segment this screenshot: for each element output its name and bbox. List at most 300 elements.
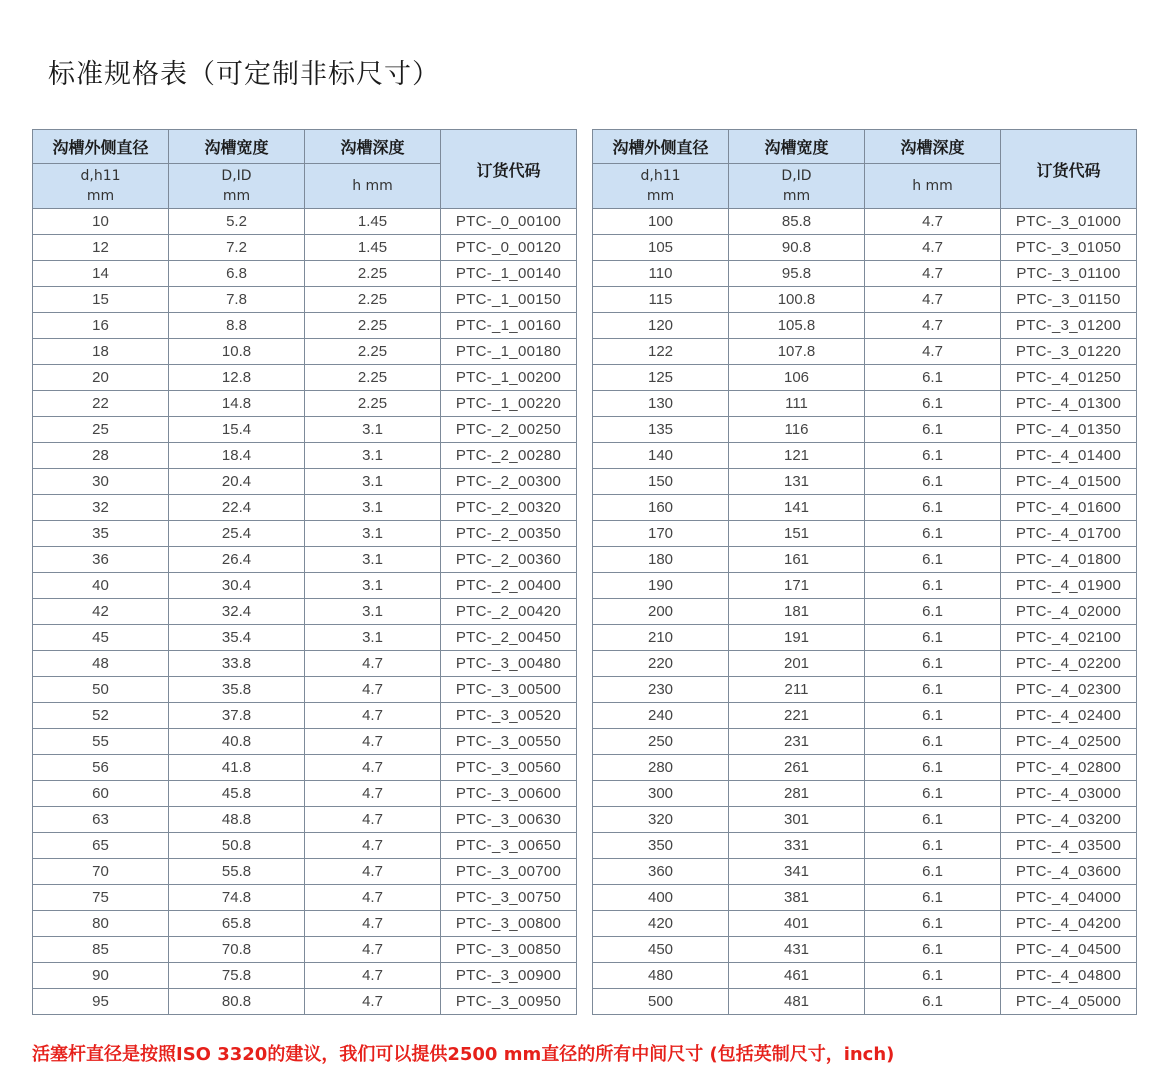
order-code-cell: PTC-_3_00550 [441,729,577,755]
outer-diameter-cell: 22 [33,391,169,417]
outer-diameter-cell: 105 [593,235,729,261]
order-code-cell: PTC-_3_00800 [441,911,577,937]
table-row [33,495,577,521]
header-groove-width: 沟槽宽度 [729,130,865,164]
table-row [33,547,577,573]
groove-depth-cell: 4.7 [305,989,441,1015]
order-code-cell: PTC-_3_00560 [441,755,577,781]
groove-depth-cell: 6.1 [865,365,1001,391]
table-row [593,287,1137,313]
groove-width-cell: 20.4 [169,469,305,495]
header-outer-diameter: 沟槽外侧直径 [593,130,729,164]
table-row [33,443,577,469]
order-code-cell: PTC-_2_00280 [441,443,577,469]
outer-diameter-cell: 350 [593,833,729,859]
outer-diameter-cell: 300 [593,781,729,807]
spec-table-right [592,129,1137,1015]
outer-diameter-cell: 80 [33,911,169,937]
table-row [593,625,1137,651]
groove-width-cell: 37.8 [169,703,305,729]
order-code-cell: PTC-_4_02500 [1001,729,1137,755]
groove-depth-cell: 6.1 [865,443,1001,469]
table-row [33,677,577,703]
groove-width-cell: 33.8 [169,651,305,677]
groove-depth-cell: 3.1 [305,495,441,521]
table-row [33,261,577,287]
groove-width-cell: 131 [729,469,865,495]
table-row [593,313,1137,339]
groove-depth-cell: 2.25 [305,287,441,313]
order-code-cell: PTC-_4_04200 [1001,911,1137,937]
outer-diameter-cell: 240 [593,703,729,729]
table-row [33,235,577,261]
groove-width-cell: 100.8 [729,287,865,313]
outer-diameter-cell: 190 [593,573,729,599]
groove-width-cell: 461 [729,963,865,989]
groove-depth-cell: 2.25 [305,365,441,391]
groove-width-cell: 191 [729,625,865,651]
table-row [33,287,577,313]
groove-width-cell: 381 [729,885,865,911]
order-code-cell: PTC-_1_00160 [441,313,577,339]
groove-depth-cell: 4.7 [305,833,441,859]
order-code-cell: PTC-_3_00480 [441,651,577,677]
outer-diameter-cell: 120 [593,313,729,339]
order-code-cell: PTC-_4_04000 [1001,885,1137,911]
groove-depth-cell: 4.7 [865,235,1001,261]
order-code-cell: PTC-_4_01250 [1001,365,1137,391]
order-code-cell: PTC-_3_01200 [1001,313,1137,339]
table-row [33,833,577,859]
outer-diameter-cell: 420 [593,911,729,937]
groove-width-cell: 141 [729,495,865,521]
table-row [33,989,577,1015]
groove-width-cell: 80.8 [169,989,305,1015]
order-code-cell: PTC-_4_04800 [1001,963,1137,989]
table-row [593,261,1137,287]
table-row [33,209,577,235]
order-code-cell: PTC-_3_01050 [1001,235,1137,261]
order-code-cell: PTC-_4_04500 [1001,937,1137,963]
groove-depth-cell: 6.1 [865,781,1001,807]
groove-width-cell: 301 [729,807,865,833]
table-row [593,547,1137,573]
unit-label: mm [646,188,675,204]
outer-diameter-cell: 18 [33,339,169,365]
outer-diameter-cell: 320 [593,807,729,833]
groove-width-cell: 121 [729,443,865,469]
unit-label: D,ID [221,168,252,184]
table-row [33,651,577,677]
order-code-cell: PTC-_4_03600 [1001,859,1137,885]
outer-diameter-cell: 500 [593,989,729,1015]
outer-diameter-cell: 48 [33,651,169,677]
outer-diameter-cell: 56 [33,755,169,781]
groove-depth-cell: 4.7 [305,859,441,885]
table-row [593,963,1137,989]
groove-width-cell: 90.8 [729,235,865,261]
groove-depth-cell: 2.25 [305,261,441,287]
groove-depth-cell: 6.1 [865,729,1001,755]
order-code-cell: PTC-_2_00360 [441,547,577,573]
table-row [33,729,577,755]
table-row [593,911,1137,937]
groove-width-cell: 14.8 [169,391,305,417]
groove-depth-cell: 6.1 [865,521,1001,547]
outer-diameter-cell: 50 [33,677,169,703]
table-row [593,729,1137,755]
order-code-cell: PTC-_3_01000 [1001,209,1137,235]
order-code-cell: PTC-_3_00520 [441,703,577,729]
header-groove-depth: 沟槽深度 [865,130,1001,164]
groove-width-cell: 201 [729,651,865,677]
order-code-cell: PTC-_0_00100 [441,209,577,235]
order-code-cell: PTC-_3_00600 [441,781,577,807]
outer-diameter-cell: 20 [33,365,169,391]
table-row [593,573,1137,599]
order-code-cell: PTC-_4_02800 [1001,755,1137,781]
order-code-cell: PTC-_4_01350 [1001,417,1137,443]
header-outer-diameter-unit [33,164,169,209]
outer-diameter-cell: 90 [33,963,169,989]
groove-depth-cell: 3.1 [305,599,441,625]
order-code-cell: PTC-_4_02100 [1001,625,1137,651]
table-row [593,599,1137,625]
table-row [593,651,1137,677]
groove-width-cell: 10.8 [169,339,305,365]
order-code-cell: PTC-_3_00900 [441,963,577,989]
outer-diameter-cell: 110 [593,261,729,287]
order-code-cell: PTC-_3_00500 [441,677,577,703]
groove-depth-cell: 6.1 [865,677,1001,703]
groove-depth-cell: 1.45 [305,209,441,235]
order-code-cell: PTC-_4_02000 [1001,599,1137,625]
groove-depth-cell: 2.25 [305,313,441,339]
outer-diameter-cell: 30 [33,469,169,495]
header-groove-width-unit [729,164,865,209]
table-row [33,599,577,625]
groove-width-cell: 30.4 [169,573,305,599]
outer-diameter-cell: 122 [593,339,729,365]
table-row [593,807,1137,833]
groove-width-cell: 32.4 [169,599,305,625]
groove-depth-cell: 4.7 [305,807,441,833]
groove-width-cell: 48.8 [169,807,305,833]
groove-width-cell: 341 [729,859,865,885]
order-code-cell: PTC-_2_00400 [441,573,577,599]
groove-width-cell: 111 [729,391,865,417]
table-row [593,391,1137,417]
table-row [33,573,577,599]
outer-diameter-cell: 15 [33,287,169,313]
order-code-cell: PTC-_2_00300 [441,469,577,495]
groove-depth-cell: 4.7 [865,261,1001,287]
outer-diameter-cell: 10 [33,209,169,235]
groove-width-cell: 107.8 [729,339,865,365]
groove-depth-cell: 3.1 [305,521,441,547]
unit-label: d,h11 [640,168,681,184]
groove-depth-cell: 6.1 [865,573,1001,599]
groove-depth-cell: 3.1 [305,443,441,469]
groove-depth-cell: 4.7 [865,287,1001,313]
order-code-cell: PTC-_3_00650 [441,833,577,859]
groove-depth-cell: 4.7 [305,677,441,703]
order-code-cell: PTC-_3_00950 [441,989,577,1015]
groove-width-cell: 171 [729,573,865,599]
table-row [593,521,1137,547]
table-row [593,495,1137,521]
order-code-cell: PTC-_4_03500 [1001,833,1137,859]
groove-width-cell: 8.8 [169,313,305,339]
outer-diameter-cell: 75 [33,885,169,911]
outer-diameter-cell: 65 [33,833,169,859]
order-code-cell: PTC-_3_00630 [441,807,577,833]
order-code-cell: PTC-_4_02400 [1001,703,1137,729]
table-row [33,625,577,651]
table-row [33,365,577,391]
table-row [593,703,1137,729]
order-code-cell: PTC-_4_02300 [1001,677,1137,703]
groove-width-cell: 106 [729,365,865,391]
table-row [33,781,577,807]
table-row [33,391,577,417]
table-row [593,677,1137,703]
header-groove-depth: 沟槽深度 [305,130,441,164]
outer-diameter-cell: 100 [593,209,729,235]
groove-depth-cell: 4.7 [305,729,441,755]
groove-depth-cell: 6.1 [865,937,1001,963]
unit-label: D,ID [781,168,812,184]
groove-depth-cell: 3.1 [305,573,441,599]
order-code-cell: PTC-_2_00320 [441,495,577,521]
groove-width-cell: 7.2 [169,235,305,261]
groove-width-cell: 41.8 [169,755,305,781]
groove-width-cell: 75.8 [169,963,305,989]
outer-diameter-cell: 25 [33,417,169,443]
order-code-cell: PTC-_4_02200 [1001,651,1137,677]
header-groove-width-unit [169,164,305,209]
order-code-cell: PTC-_4_03200 [1001,807,1137,833]
order-code-cell: PTC-_4_05000 [1001,989,1137,1015]
groove-depth-cell: 6.1 [865,599,1001,625]
groove-width-cell: 105.8 [729,313,865,339]
order-code-cell: PTC-_1_00150 [441,287,577,313]
outer-diameter-cell: 36 [33,547,169,573]
table-row [593,469,1137,495]
groove-width-cell: 35.4 [169,625,305,651]
groove-width-cell: 401 [729,911,865,937]
groove-width-cell: 161 [729,547,865,573]
order-code-cell: PTC-_3_01100 [1001,261,1137,287]
table-row [593,885,1137,911]
outer-diameter-cell: 280 [593,755,729,781]
header-order-code: 订货代码 [441,130,577,209]
outer-diameter-cell: 210 [593,625,729,651]
groove-width-cell: 65.8 [169,911,305,937]
order-code-cell: PTC-_4_03000 [1001,781,1137,807]
groove-width-cell: 261 [729,755,865,781]
order-code-cell: PTC-_4_01400 [1001,443,1137,469]
page-title: 标准规格表（可定制非标尺寸） [48,59,440,90]
groove-depth-cell: 6.1 [865,911,1001,937]
groove-width-cell: 85.8 [729,209,865,235]
groove-width-cell: 481 [729,989,865,1015]
groove-width-cell: 281 [729,781,865,807]
order-code-cell: PTC-_1_00220 [441,391,577,417]
groove-width-cell: 74.8 [169,885,305,911]
groove-depth-cell: 3.1 [305,547,441,573]
groove-width-cell: 45.8 [169,781,305,807]
table-row [33,417,577,443]
unit-label: d,h11 [80,168,121,184]
table-row [33,937,577,963]
outer-diameter-cell: 400 [593,885,729,911]
order-code-cell: PTC-_2_00450 [441,625,577,651]
order-code-cell: PTC-_2_00250 [441,417,577,443]
table-row [593,235,1137,261]
groove-depth-cell: 6.1 [865,547,1001,573]
table-row [593,989,1137,1015]
outer-diameter-cell: 16 [33,313,169,339]
groove-depth-cell: 6.1 [865,755,1001,781]
outer-diameter-cell: 32 [33,495,169,521]
order-code-cell: PTC-_3_01150 [1001,287,1137,313]
outer-diameter-cell: 150 [593,469,729,495]
outer-diameter-cell: 135 [593,417,729,443]
groove-depth-cell: 6.1 [865,885,1001,911]
spec-table-left [32,129,577,1015]
groove-depth-cell: 6.1 [865,469,1001,495]
outer-diameter-cell: 170 [593,521,729,547]
outer-diameter-cell: 160 [593,495,729,521]
header-groove-depth-unit: h mm [865,164,1001,209]
outer-diameter-cell: 55 [33,729,169,755]
groove-width-cell: 231 [729,729,865,755]
groove-depth-cell: 2.25 [305,391,441,417]
table-row [593,781,1137,807]
groove-width-cell: 40.8 [169,729,305,755]
groove-width-cell: 6.8 [169,261,305,287]
groove-depth-cell: 4.7 [305,651,441,677]
groove-width-cell: 331 [729,833,865,859]
header-outer-diameter: 沟槽外侧直径 [33,130,169,164]
table-row [33,313,577,339]
groove-width-cell: 7.8 [169,287,305,313]
table-row [33,521,577,547]
table-row [593,755,1137,781]
groove-depth-cell: 4.7 [305,781,441,807]
groove-width-cell: 25.4 [169,521,305,547]
order-code-cell: PTC-_1_00180 [441,339,577,365]
order-code-cell: PTC-_3_00850 [441,937,577,963]
table-row [33,469,577,495]
unit-label: mm [222,188,251,204]
table-row [33,911,577,937]
outer-diameter-cell: 42 [33,599,169,625]
order-code-cell: PTC-_1_00200 [441,365,577,391]
table-row [593,937,1137,963]
groove-depth-cell: 6.1 [865,833,1001,859]
table-row [593,209,1137,235]
header-order-code: 订货代码 [1001,130,1137,209]
groove-depth-cell: 6.1 [865,807,1001,833]
table-row [593,339,1137,365]
order-code-cell: PTC-_0_00120 [441,235,577,261]
order-code-cell: PTC-_2_00420 [441,599,577,625]
outer-diameter-cell: 130 [593,391,729,417]
groove-width-cell: 55.8 [169,859,305,885]
groove-depth-cell: 3.1 [305,625,441,651]
header-groove-depth-unit: h mm [305,164,441,209]
outer-diameter-cell: 125 [593,365,729,391]
table-row [33,755,577,781]
groove-width-cell: 22.4 [169,495,305,521]
groove-width-cell: 18.4 [169,443,305,469]
groove-width-cell: 35.8 [169,677,305,703]
table-row [33,859,577,885]
table-row [33,703,577,729]
groove-width-cell: 12.8 [169,365,305,391]
groove-width-cell: 70.8 [169,937,305,963]
footnote: 活塞杆直径是按照ISO 3320的建议，我们可以提供2500 mm直径的所有中间尺寸 (包括英制尺寸，inch) [32,1044,895,1065]
order-code-cell: PTC-_4_01300 [1001,391,1137,417]
order-code-cell: PTC-_4_01500 [1001,469,1137,495]
order-code-cell: PTC-_4_01600 [1001,495,1137,521]
order-code-cell: PTC-_3_00750 [441,885,577,911]
outer-diameter-cell: 230 [593,677,729,703]
outer-diameter-cell: 70 [33,859,169,885]
unit-label: mm [86,188,115,204]
outer-diameter-cell: 200 [593,599,729,625]
groove-depth-cell: 6.1 [865,703,1001,729]
table-row [593,833,1137,859]
groove-width-cell: 95.8 [729,261,865,287]
outer-diameter-cell: 63 [33,807,169,833]
groove-depth-cell: 6.1 [865,651,1001,677]
groove-width-cell: 151 [729,521,865,547]
order-code-cell: PTC-_3_01220 [1001,339,1137,365]
groove-width-cell: 50.8 [169,833,305,859]
outer-diameter-cell: 140 [593,443,729,469]
groove-depth-cell: 2.25 [305,339,441,365]
groove-depth-cell: 4.7 [865,339,1001,365]
groove-depth-cell: 3.1 [305,469,441,495]
table-row [33,339,577,365]
outer-diameter-cell: 28 [33,443,169,469]
outer-diameter-cell: 60 [33,781,169,807]
order-code-cell: PTC-_4_01900 [1001,573,1137,599]
groove-width-cell: 116 [729,417,865,443]
groove-depth-cell: 4.7 [305,911,441,937]
outer-diameter-cell: 220 [593,651,729,677]
header-outer-diameter-unit [593,164,729,209]
groove-depth-cell: 6.1 [865,495,1001,521]
groove-depth-cell: 6.1 [865,625,1001,651]
groove-depth-cell: 4.7 [305,963,441,989]
table-row [593,365,1137,391]
groove-depth-cell: 4.7 [305,937,441,963]
outer-diameter-cell: 480 [593,963,729,989]
groove-depth-cell: 3.1 [305,417,441,443]
groove-depth-cell: 6.1 [865,963,1001,989]
table-row [33,885,577,911]
outer-diameter-cell: 35 [33,521,169,547]
outer-diameter-cell: 85 [33,937,169,963]
groove-depth-cell: 4.7 [305,755,441,781]
table-row [593,417,1137,443]
groove-width-cell: 15.4 [169,417,305,443]
groove-width-cell: 211 [729,677,865,703]
